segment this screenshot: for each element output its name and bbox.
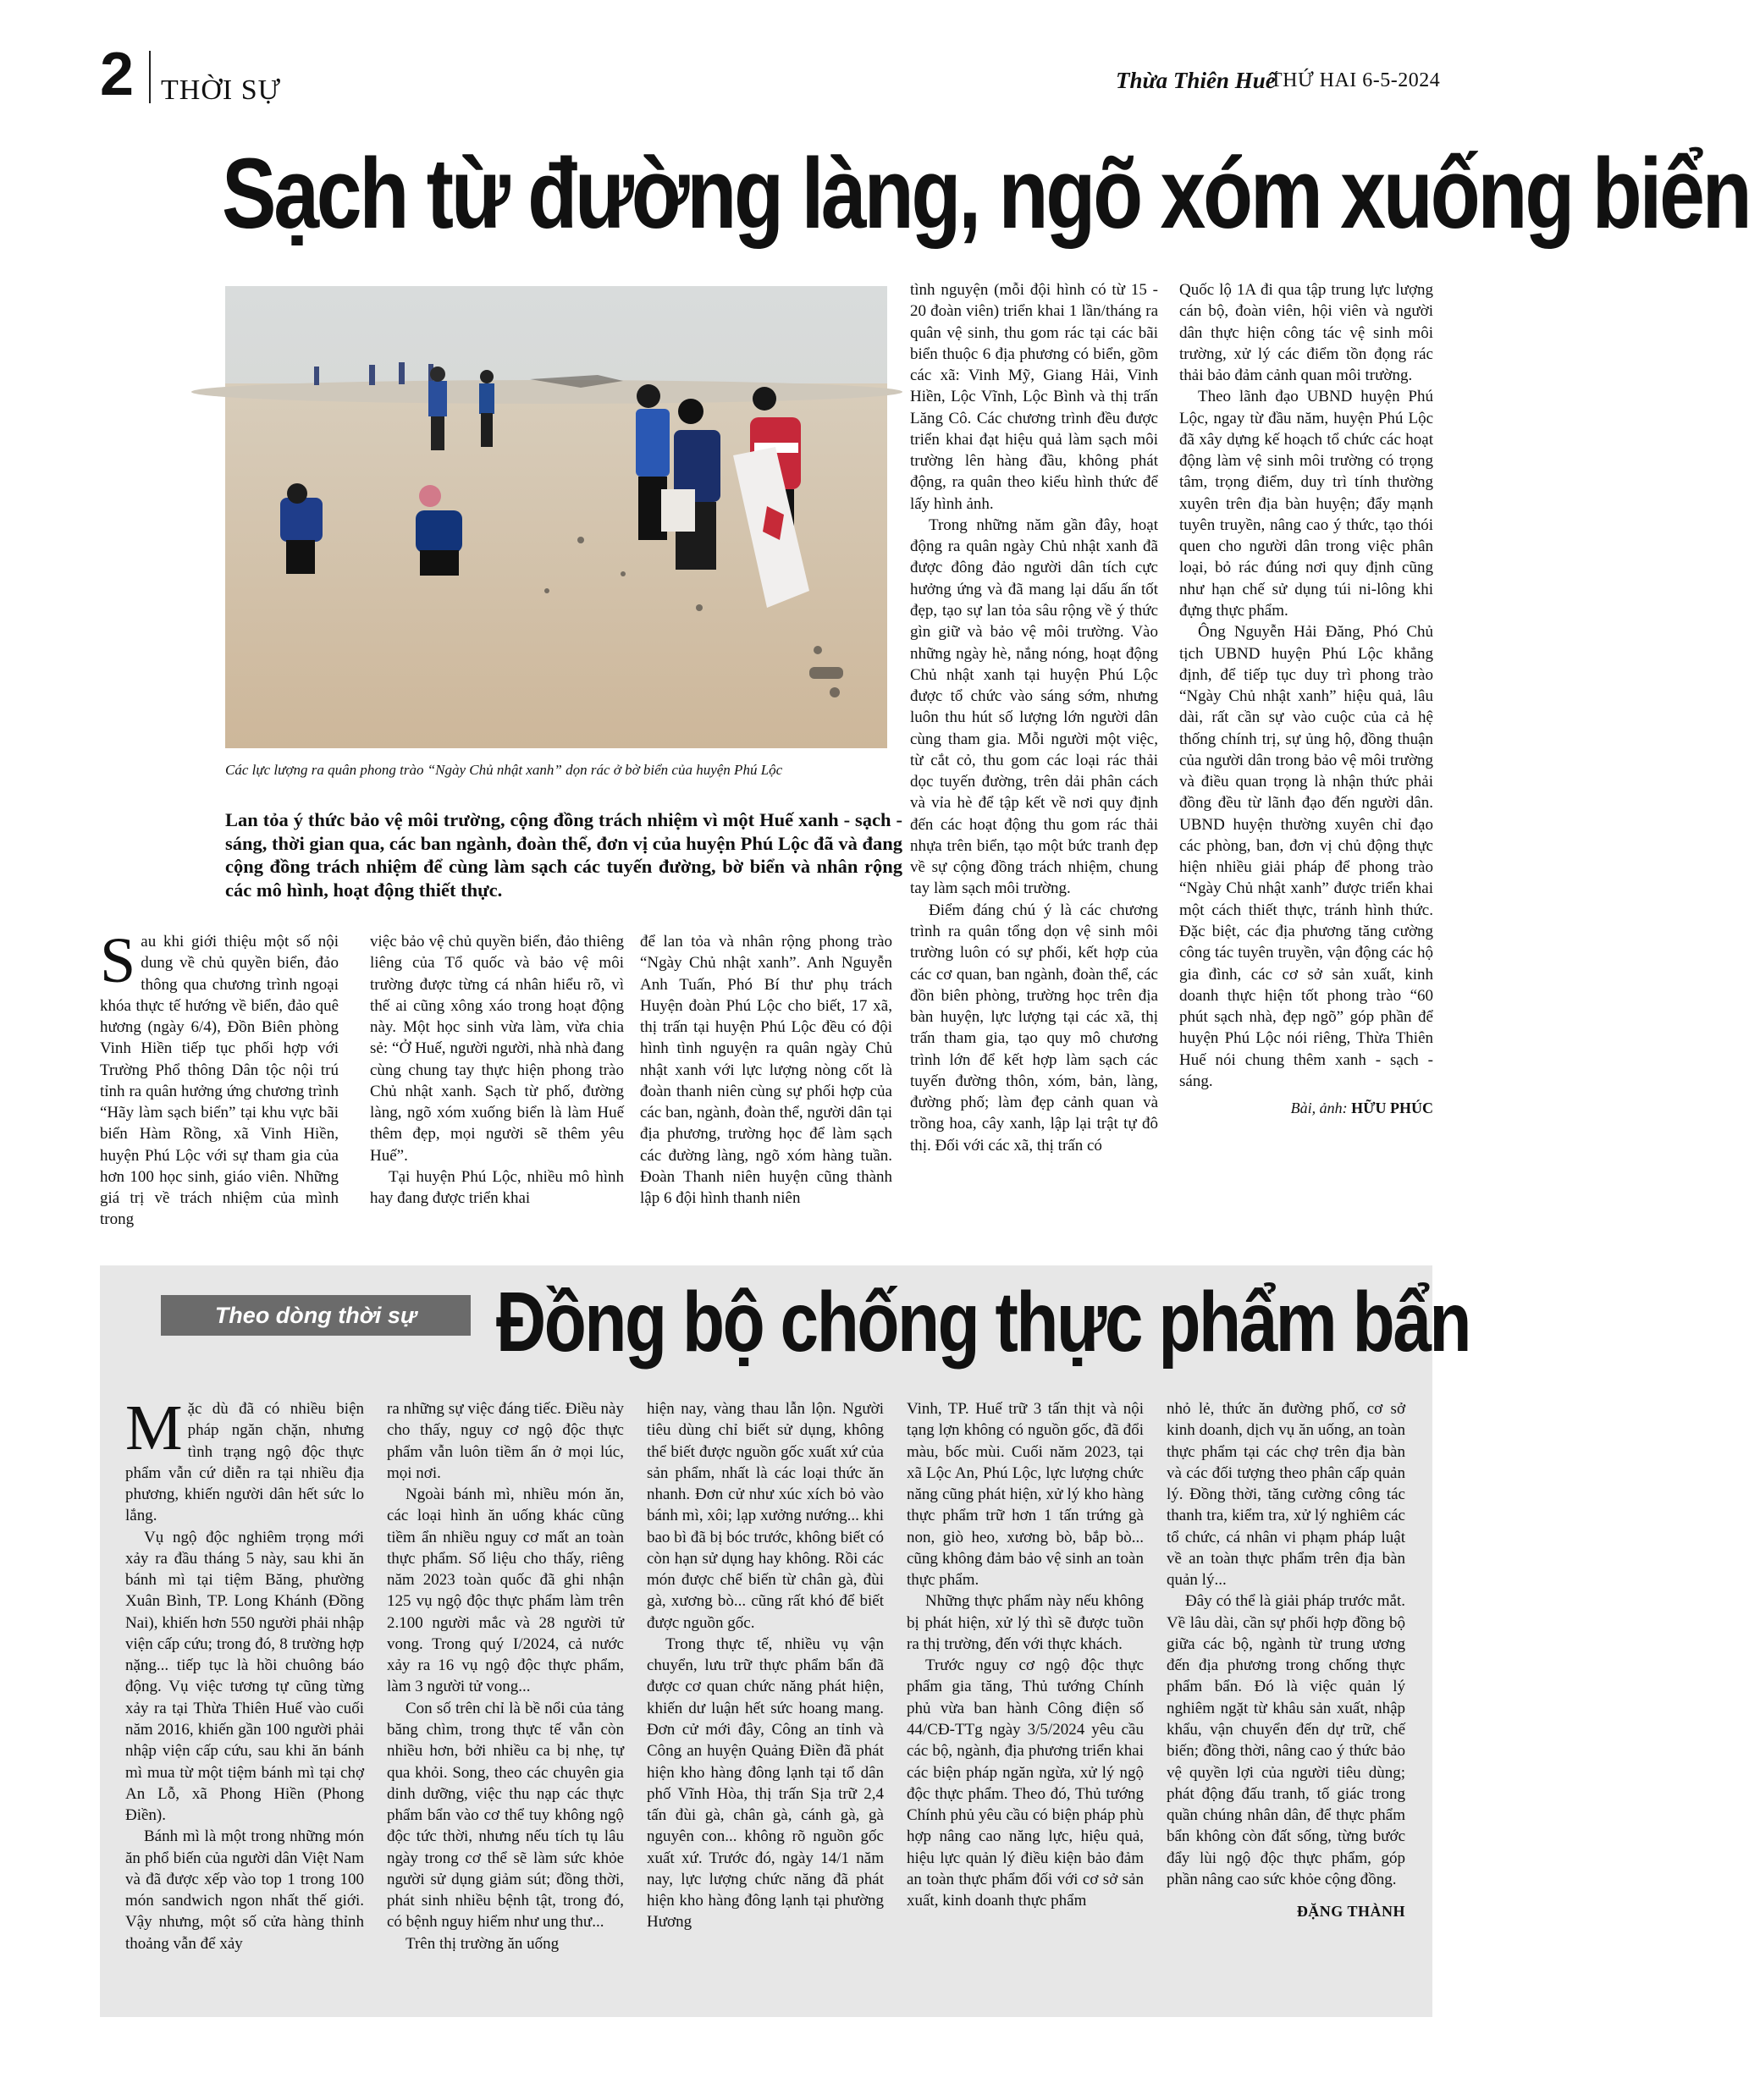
article1-column-2 (370, 931, 624, 1209)
article2-column-5 (1167, 1398, 1405, 1922)
paragraph: Theo lãnh đạo UBND huyện Phú Lộc, ngay từ đầu năm, huyện Phú Lộc đã xây dựng kế hoạch tổ chức các hoạt động làm vệ sinh môi trường có trọng tâm, trọng điểm, duy trì tính thường xuyên trên địa bàn huyện; đẩy mạnh tuyên truyền, nâng cao ý thức, tạo thói quen cho người dân trong việc phân loại, bỏ rác đúng nơi quy định cũng như hạn chế sử dụng túi ni-lông khi đựng thực phẩm. (1179, 388, 1433, 620)
page-number: 2 (100, 41, 135, 108)
paragraph: Trước nguy cơ ngộ độc thực phẩm gia tăng, Thủ tướng Chính phủ vừa ban hành Công điện số 44/CĐ-TTg ngày 3/5/2024 yêu cầu các bộ, ngành, địa phương triển khai các biện pháp ngăn ngừa, xử lý ngộ độc thực phẩm. Theo đó, Thủ tướng Chính phủ yêu cầu có biện pháp phù hợp nâng cao năng lực, hiệu quả, hiệu lực quản lý điều kiện bảo đảm an toàn thực phẩm đối với cơ sở sản xuất, kinh doanh thực phẩm (907, 1656, 1144, 1910)
paragraph: việc bảo vệ chủ quyền biển, đảo thiêng liêng của Tổ quốc và bảo vệ môi trường được từng cá nhân hiểu rõ, vì thế ai cũng xông xáo trong hoạt động này. Một học sinh vừa làm, vừa chia sẻ: “Ở Huế, người người, nhà nhà đang cùng chung tay thực hiện phong trào Chủ nhật xanh. Sạch từ phố, đường làng, ngõ xóm xuống biển là làm Huế thêm đẹp, mọi người sẽ thêm yêu Huế”. (370, 933, 624, 1165)
paragraph: Trên thị trường ăn uống (406, 1934, 560, 1953)
paragraph: Điểm đáng chú ý là các chương trình ra quân tổng dọn vệ sinh môi trường luôn có sự phối, kết hợp của các cơ quan, ban ngành, đoàn thể, các đồn biên phòng, trường học trên địa bàn huyện, lực lượng tại các xã, thị trấn tham gia, tạo quy mô chương trình lớn để kết hợp làm sạch các tuyến đường thôn, xóm, bản, làng, đường phố; làm đẹp cảnh quan và trồng hoa, cây xanh, lập lại trật tự đô thị. Đối với các xã, thị trấn có (910, 901, 1158, 1155)
issue-date: THỨ HAI 6-5-2024 (1270, 69, 1441, 91)
paragraph: Ông Nguyễn Hải Đăng, Phó Chủ tịch UBND huyện Phú Lộc khẳng định, để tiếp tục duy trì phong trào “Ngày Chủ nhật xanh” hiệu quả, lâu dài, rất cần sự vào cuộc của cả hệ thống chính trị, sự ủng hộ, đồng thuận của người dân trong bảo vệ môi trường và điều quan trọng là nhận thức phải đồng đều từ lãnh đạo đến người dân. UBND huyện thường xuyên chỉ đạo các phòng, ban, đơn vị chủ động thực hiện nhiều giải pháp để phong trào “Ngày Chủ nhật xanh” được triển khai một cách thiết thực, tránh hình thức. Đặc biệt, các địa phương tăng cường công tác tuyên truyền, vận động các hộ gia đình, các cơ sở sản xuất, kinh doanh thực hiện tốt phong trào “60 phút sạch nhà, đẹp ngõ” góp phần để huyện Phú Lộc nói riêng, Thừa Thiên Huế nói chung thêm xanh - sạch - sáng. (1179, 623, 1433, 1090)
drop-cap: S (100, 925, 136, 996)
section-name: THỜI SỰ (161, 74, 281, 106)
article1-byline (1179, 1099, 1433, 1119)
paragraph: ặc dù đã có nhiều biện pháp ngăn chặn, nhưng tình trạng ngộ độc thực phẩm vẫn cứ diễn ra tại nhiều địa phương, khiến người dân hết sức lo lắng. (125, 1400, 364, 1525)
paragraph: Tại huyện Phú Lộc, nhiều mô hình hay đang được triển khai (370, 1167, 624, 1208)
photo-caption: Các lực lượng ra quân phong trào “Ngày Chủ nhật xanh” dọn rác ở bờ biển của huyện Phú Lộc (225, 762, 783, 778)
paragraph: nhỏ lẻ, thức ăn đường phố, cơ sở kinh doanh, dịch vụ ăn uống, an toàn thực phẩm tại các chợ trên địa bàn và các đối tượng theo phân cấp quản lý. Đồng thời, tăng cường công tác thanh tra, kiểm tra, xử lý nghiêm các tổ chức, cá nhân vi phạm pháp luật về an toàn thực phẩm trên địa bàn quản lý... (1167, 1400, 1405, 1590)
paragraph: Những thực phẩm này nếu không bị phát hiện, xử lý thì sẽ được tuồn ra thị trường, đến với thực khách. (907, 1592, 1144, 1653)
article1-lede: Lan tỏa ý thức bảo vệ môi trường, cộng đồng trách nhiệm vì một Huế xanh - sạch - sáng, thời gian qua, các ban ngành, đoàn thể, đơn vị của huyện Phú Lộc đã và đang cộng đồng trách nhiệm để cùng làm sạch các tuyến đường, bờ biển và nhân rộng các mô hình, hoạt động thiết thực. (225, 809, 902, 901)
paragraph: Quốc lộ 1A đi qua tập trung lực lượng cán bộ, đoàn viên, hội viên và người dân thực hiện công tác vệ sinh môi trường, xử lý các điểm tồn đọng rác thải bảo đảm cảnh quan môi trường. (1179, 281, 1433, 385)
article1-column-5 (1179, 279, 1433, 1119)
paragraph: ra những sự việc đáng tiếc. Điều này cho thấy, nguy cơ ngộ độc thực phẩm vẫn luôn tiềm ẩn ở mọi lúc, mọi nơi. (387, 1400, 624, 1482)
page-number-divider (149, 51, 151, 103)
article2-headline: Đồng bộ chống thực phẩm bẩn (496, 1275, 1470, 1370)
paragraph: Vụ ngộ độc nghiêm trọng mới xảy ra đầu tháng 5 này, sau khi ăn bánh mì tại tiệm Băng, phường Xuân Bình, TP. Long Khánh (Đồng Nai), khiến hơn 550 người phải nhập viện cấp cứu; trong đó, 8 trường hợp nặng... tiếp tục là hồi chuông báo động. Vụ việc tương tự cũng từng xảy ra tại Thừa Thiên Huế vào cuối năm 2016, khiến gần 100 người phải nhập viện cấp cứu, sau khi ăn bánh mì mua từ một tiệm bánh mì tại chợ An Lỗ, xã Phong Hiền (Phong Điền). (125, 1528, 364, 1825)
article2-signature: ĐẶNG THÀNH (1296, 1903, 1405, 1921)
paragraph: Bánh mì là một trong những món ăn phổ biến của người dân Việt Nam và đã được xếp vào top 1 trong 100 món sandwich ngon nhất thế giới. Vậy nhưng, một số cửa hàng thỉnh thoảng vẫn để xảy (125, 1827, 364, 1953)
article2-column-1 (125, 1392, 364, 1954)
byline-prefix: Bài, ảnh: (1290, 1100, 1352, 1117)
article2-column-3 (647, 1398, 884, 1933)
drop-cap: M (125, 1392, 183, 1463)
beach-cleanup-photo (225, 286, 887, 748)
paragraph: au khi giới thiệu một số nội dung về chủ quyền biển, đảo thông qua chương trình ngoại khóa thực tế hướng về biển, đảo quê hương (ngày 6/4), Đồn Biên phòng Vinh Hiền tiếp tục phối hợp với Trường Phổ thông Dân tộc nội trú tỉnh ra quân hưởng ứng chương trình “Hãy làm sạch biển” tại khu vực bãi biển Hàm Rồng, xã Vinh Hiền, huyện Phú Lộc với sự tham gia của hơn 100 học sinh, giáo viên. Những giá trị về trách nhiệm của mình trong (100, 933, 339, 1229)
article2-column-2 (387, 1398, 624, 1954)
paragraph: để lan tỏa và nhân rộng phong trào “Ngày Chủ nhật xanh”. Anh Nguyễn Anh Tuấn, Phó Bí thư phụ trách Huyện đoàn Phú Lộc cho biết, 17 xã, thị trấn tại huyện Phú Lộc đều có đội hình tình nguyện ra quân ngày Chủ nhật xanh với lực lượng nòng cốt là đoàn thanh niên cùng sự phối hợp của các ban, ngành, đoàn thể, người dân tại địa phương, trường học để làm sạch các đường làng, ngõ xóm hàng tuần. Đoàn Thanh niên huyện cũng thành lập 6 đội hình thanh niên (640, 933, 892, 1208)
paragraph: tình nguyện (mỗi đội hình có từ 15 - 20 đoàn viên) triển khai 1 lần/tháng ra quân vệ sinh, thu gom rác tại các bãi biển thuộc 6 địa phương có biển, gồm các xã: Vinh Mỹ, Giang Hải, Vinh Hiền, Lộc Vĩnh, Lộc Bình và thị trấn Lăng Cô. Các chương trình đều được triển khai đạt hiệu quả làm sạch môi trường lên hàng đầu, không phát động, ra quân theo kiểu hình thức để lấy hình ảnh. (910, 281, 1158, 513)
article1-column-1 (100, 925, 339, 1231)
article1-headline: Sạch từ đường làng, ngõ xóm xuống biển (222, 138, 1749, 250)
paragraph: Trong những năm gần đây, hoạt động ra quân ngày Chủ nhật xanh đã được đông đảo người dân tích cực hưởng ứng và đã mang lại dấu ấn tốt đẹp, tạo sự lan tỏa sâu rộng về ý thức gìn giữ và bảo vệ môi trường. Vào những ngày hè, nắng nóng, hoạt động Chủ nhật xanh tại huyện Phú Lộc được tổ chức vào sáng sớm, nhưng luôn thu hút số lượng lớn người dân cùng tham gia. Mỗi người một việc, từ cắt cỏ, thu gom các loại rác thải dọc tuyến đường, trên dải phân cách và vỉa hè để tập kết về nơi quy định đến các hoạt động thu gom rác thải nhựa trên biển, tạo một bức tranh đẹp về sự cộng đồng trách nhiệm, chung tay làm sạch môi trường. (910, 515, 1158, 898)
byline-author: HỮU PHÚC (1351, 1100, 1433, 1117)
column-tag: Theo dòng thời sự (161, 1295, 471, 1336)
article1-column-3 (640, 931, 892, 1209)
newspaper-brand: Thừa Thiên Huế (1116, 68, 1276, 93)
article1-column-4 (910, 279, 1158, 1156)
paragraph: hiện nay, vàng thau lẫn lộn. Người tiêu dùng chỉ biết sử dụng, không thể biết được nguồn gốc xuất xứ của sản phẩm, nhất là các loại thức ăn nhanh. Đơn cử như xúc xích bỏ vào bánh mì, xôi; lạp xưởng nướng... khi bao bì đã bị bóc trước, không biết có còn hạn sử dụng hay không. Rồi các món được chế biến từ chân gà, đùi gà, xương bò... cũng rất khó để biết được nguồn gốc. (647, 1400, 884, 1632)
paragraph: Ngoài bánh mì, nhiều món ăn, các loại hình ăn uống khác cũng tiềm ẩn nhiều nguy cơ mất an toàn thực phẩm. Số liệu cho thấy, riêng năm 2023 toàn quốc đã ghi nhận 125 vụ ngộ độc thực phẩm làm trên 2.100 người mắc và 28 người tử vong. Trong quý I/2024, cả nước xảy ra 16 vụ ngộ độc thực phẩm, làm 3 người tử vong... (387, 1485, 624, 1696)
paragraph: Vinh, TP. Huế trữ 3 tấn thịt và nội tạng lợn không có nguồn gốc, đã đổi màu, bốc mùi. Cuối năm 2023, tại xã Lộc An, Phú Lộc, lực lượng chức năng cũng phát hiện, xử lý kho hàng thực phẩm trữ hơn 1 tấn trứng gà non, giò heo, xương bò, bắp bò... cũng không đảm bảo vệ sinh an toàn thực phẩm. (907, 1400, 1144, 1590)
paragraph: Đây có thể là giải pháp trước mắt. Về lâu dài, cần sự phối hợp đồng bộ giữa các bộ, ngành từ trung ương đến địa phương trong chống thực phẩm bẩn. Đó là việc quản lý nghiêm ngặt từ khâu sản xuất, nhập khẩu, vận chuyển đến dự trữ, chế biến; đồng thời, nâng cao ý thức bảo vệ quyền lợi của người tiêu dùng; phát động đấu tranh, tố giác trong quần chúng nhân dân, để thực phẩm bẩn không còn đất sống, từng bước đẩy lùi ngộ độc thực phẩm, góp phần nâng cao sức khỏe cộng đồng. (1167, 1592, 1405, 1888)
paragraph: Trong thực tế, nhiều vụ vận chuyển, lưu trữ thực phẩm bẩn đã được cơ quan chức năng phát hiện, khiến dư luận hết sức hoang mang. Đơn cử mới đây, Công an tỉnh và Công an huyện Quảng Điền đã phát hiện kho hàng đông lạnh tại tổ dân phố Vĩnh Hòa, thị trấn Sịa trữ 2,4 tấn đùi gà, chân gà, cánh gà, gà nguyên con... không rõ nguồn gốc xuất xứ. Trước đó, ngày 14/1 năm nay, lực lượng chức năng đã phát hiện kho hàng đông lạnh tại phường Hương (647, 1634, 884, 1932)
article2-column-4 (907, 1398, 1144, 1911)
paragraph: Con số trên chỉ là bề nổi của tảng băng chìm, trong thực tế vẫn còn nhiều hơn, bởi nhiều ca bị nhẹ, tự qua khỏi. Song, theo các chuyên gia dinh dưỡng, việc thu nạp các thực phẩm bẩn vào cơ thể tuy không ngộ độc tức thời, nhưng nếu tích tụ lâu ngày trong cơ thể sẽ làm sức khỏe người sử dụng giảm sút; đồng thời, phát sinh nhiều bệnh tật, trong đó, có bệnh nguy hiểm như ung thư... (387, 1699, 624, 1932)
